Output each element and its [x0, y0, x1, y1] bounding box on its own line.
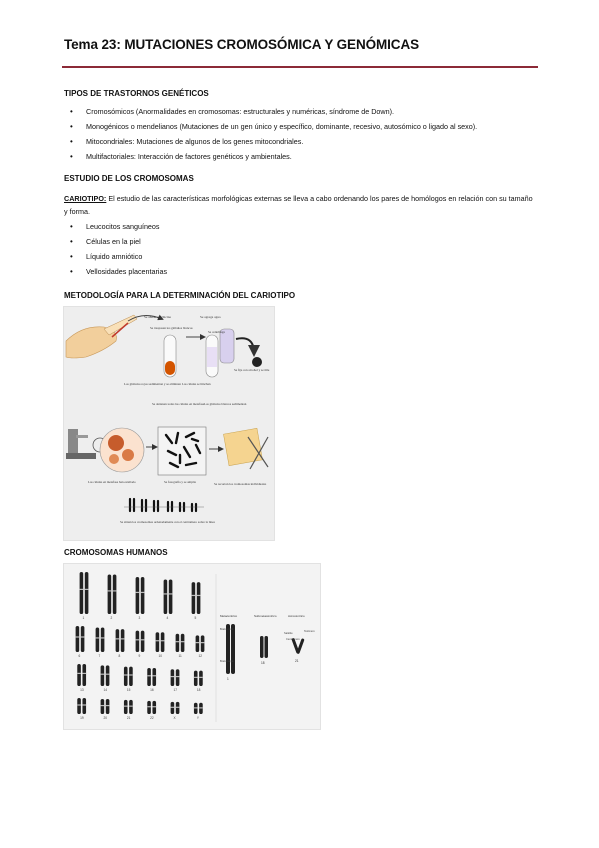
chromosome-label: X: [173, 716, 176, 720]
chromosome: [113, 575, 117, 614]
label-submetacentrico: Submetacéntrico: [254, 614, 277, 618]
human-chromosomes-figure: [63, 563, 321, 730]
chromosome-label: 19: [80, 716, 84, 720]
label-acrocentrico: Acrocéntrico: [288, 614, 305, 618]
chromosome-band: [101, 674, 105, 675]
chromosome: [152, 701, 156, 714]
chromosome-band: [171, 707, 175, 708]
chromosome-label: 13: [80, 688, 84, 692]
chromosome: [116, 629, 120, 652]
humanos-heading: CROMOSOMAS HUMANOS: [64, 548, 168, 557]
label-side-1: 1: [227, 677, 229, 681]
chromosome: [192, 582, 196, 614]
chromosome-label: 6: [78, 654, 81, 658]
chromosome: [106, 699, 110, 714]
chromosome-label: Y: [196, 716, 199, 720]
label-brazo-corto: Brazo corto: [220, 628, 234, 631]
chromosome: [77, 664, 81, 686]
chromosome-band: [197, 595, 201, 596]
tipos-heading: TIPOS DE TRASTORNOS GENÉTICOS: [64, 89, 209, 98]
chromosome: [101, 628, 105, 652]
tube-icon: [220, 329, 234, 363]
chromosome-band: [161, 640, 165, 641]
tube-icon: [164, 335, 176, 377]
chromosome-label: 2: [110, 616, 113, 620]
chromosome: [176, 702, 180, 714]
chromosome-band: [101, 705, 105, 706]
chromosome: [136, 577, 140, 614]
chromosome-band: [108, 590, 112, 591]
estudio-heading: ESTUDIO DE LOS CROMOSOMAS: [64, 174, 194, 183]
chromosome-band: [194, 677, 198, 678]
estudio-list: [64, 219, 167, 279]
page-title: Tema 23: MUTACIONES CROMOSÓMICA Y GENÓMICAS: [64, 37, 419, 52]
chromosome: [176, 669, 180, 686]
chromosome: [171, 669, 175, 686]
chromosome-band: [82, 673, 86, 674]
chromosome: [147, 701, 151, 714]
chromosome-band: [201, 642, 205, 643]
chromosome-spread-icon: [158, 427, 206, 475]
list-item: • Cromosómicos (Anormalidades en cromosomas: estructurales y numéricas, síndrome de Down).: [64, 104, 477, 119]
chromosome-band: [82, 704, 86, 705]
chromosome-band: [147, 706, 151, 707]
chromosome-band: [164, 593, 168, 594]
chromosome-band: [181, 641, 185, 642]
chromosome-band: [156, 640, 160, 641]
chromosome: [82, 698, 86, 714]
list-item: • Leucocitos sanguíneos: [64, 219, 167, 234]
chromosome-band: [194, 707, 198, 708]
label-side-18: 18: [261, 661, 265, 665]
label-recortan: Se recortan los cromosomas individuales: [214, 482, 267, 486]
chromosome-band: [136, 592, 140, 593]
chromosome: [164, 580, 168, 614]
chromosome-band: [80, 589, 84, 590]
chromosome-label: 15: [126, 688, 131, 692]
label-fotografia: Se fotografía y se amplía: [164, 480, 196, 484]
label-ordenan: Se sitúan los cromosomas ordenadamente con el centrómero sobre la línea: [120, 520, 215, 524]
chromosome-label: 11: [178, 654, 182, 658]
tube-icon: [206, 335, 218, 377]
chromosome-label: 20: [103, 716, 108, 720]
chromosome-band: [192, 595, 196, 596]
chromosome-band: [176, 676, 180, 677]
title-rule: [62, 66, 538, 68]
chromosome-band: [176, 707, 180, 708]
label-transpasan: Se traspasan los glóbulos blancos: [150, 326, 193, 330]
chromosome-band: [113, 590, 117, 591]
cariotipo-text: El estudio de las características morfológicas externas se lleva a cabo ordenando los pares de homólogos en relación con su tamaño y forma.: [64, 194, 533, 216]
chromosome-band: [171, 676, 175, 677]
chromosome: [136, 631, 140, 652]
label-agua: Se agrega agua: [200, 315, 221, 319]
chromosome: [76, 626, 80, 652]
chromosome-band: [129, 706, 133, 707]
chromosome: [152, 668, 156, 686]
chromosome: [201, 635, 205, 652]
chromosome-band: [147, 675, 151, 676]
chromosome-band: [116, 638, 120, 639]
chromosome: [124, 700, 128, 714]
chromosome: [141, 577, 145, 614]
chromosome-band: [96, 637, 100, 638]
chromosome-label: 5: [194, 616, 197, 620]
label-centromero: Centrómero: [286, 638, 300, 641]
label-fija: Se fija con alcohol y se tiñe: [234, 368, 270, 372]
chromosome-band: [124, 706, 128, 707]
chromosome: [171, 702, 175, 714]
list-item: • Mitocondriales: Mutaciones de algunos de los genes mitocondriales.: [64, 134, 477, 149]
chromosome: [176, 634, 180, 652]
chromosome-band: [106, 705, 110, 706]
chromosome-label: 7: [98, 654, 101, 658]
chromosome: [80, 572, 84, 614]
chromosome: [124, 667, 128, 686]
label-blancos: Los glóbulos blancos sedimentan: [204, 402, 247, 406]
chromosome-band: [81, 636, 85, 637]
chromosome: [147, 668, 151, 686]
chromosome-band: [101, 637, 105, 638]
label-centrifuga: Se centrifuga: [208, 330, 225, 334]
chromosome: [197, 582, 201, 614]
chromosome: [181, 634, 185, 652]
chromosome-label: 9: [138, 654, 141, 658]
chromosome: [106, 665, 110, 686]
chromosome: [199, 671, 203, 686]
list-item: • Multifactoriales: Interacción de factores genéticos y ambientales.: [64, 149, 477, 164]
chromosome: [101, 665, 105, 686]
cells-dish-icon: [100, 428, 144, 472]
label-side-21: 21: [295, 659, 299, 663]
chromosome-band: [129, 674, 133, 675]
chromosome-band: [106, 674, 110, 675]
chromosome-band: [124, 674, 128, 675]
chromosome-band: [141, 639, 145, 640]
chromosome: [161, 632, 165, 652]
chromosome-band: [76, 636, 80, 637]
chromosome-band: [199, 677, 203, 678]
cariotipo-paragraph: [64, 192, 538, 218]
chromosome: [169, 580, 173, 614]
chromosome-band: [77, 673, 81, 674]
chromosome: [196, 635, 200, 652]
tipos-list: [64, 104, 477, 164]
chromosome-label: 1: [82, 616, 85, 620]
chromosome-band: [152, 706, 156, 707]
metodologia-heading: METODOLOGÍA PARA LA DETERMINACIÓN DEL CARIOTIPO: [64, 291, 296, 300]
chromosome-band: [136, 639, 140, 640]
list-item: • Líquido amniótico: [64, 249, 167, 264]
chromosome-label: 14: [103, 688, 108, 692]
chromosome-label: 4: [166, 616, 169, 620]
label-estallado: Las células en metafase han estallado: [88, 480, 136, 484]
dish-icon: [252, 357, 262, 367]
chromosome-label: 12: [198, 654, 203, 658]
list-item: • Monogénicos o mendelianos (Mutaciones de un gen único y específico, dominante, recesivo, autosómico o ligado al sexo).: [64, 119, 477, 134]
chromosome-band: [85, 589, 89, 590]
chromosome: [85, 572, 89, 614]
chromosome-band: [141, 592, 145, 593]
chromosome-band: [199, 707, 203, 708]
chromosome: [82, 664, 86, 686]
list-item: • Células en la piel: [64, 234, 167, 249]
chromosome: [77, 698, 81, 714]
label-telomero: Telómero: [304, 630, 315, 633]
label-satelite: Satélite: [284, 632, 293, 635]
chromosome-band: [196, 642, 200, 643]
chromosome-label: 17: [173, 688, 178, 692]
chromosome: [96, 628, 100, 652]
label-colchicina: Se añade colchicina: [144, 315, 171, 319]
label-detienen: Se detienen todas las células en metafase: [152, 402, 205, 406]
chromosome: [108, 575, 112, 614]
chromosome: [81, 626, 85, 652]
cariotipo-label: CARIOTIPO:: [64, 194, 107, 203]
method-diagram: [64, 307, 274, 540]
list-item: • Vellosidades placentarias: [64, 264, 167, 279]
label-metacentrico: Metacéntrico: [220, 614, 238, 618]
chromosome-label: 21: [126, 716, 131, 720]
chromosome-label: 22: [150, 716, 154, 720]
karyotype-method-figure: [63, 306, 275, 541]
chromosome-band: [152, 675, 156, 676]
label-hinchan: Las células se hinchan: [182, 382, 211, 386]
chromosome-band: [169, 593, 173, 594]
chromosome-band: [176, 641, 180, 642]
chromosome: [141, 631, 145, 652]
chromosome: [121, 629, 125, 652]
chromosome-label: 18: [196, 688, 201, 692]
chromosome: [129, 700, 133, 714]
label-rojos: Los glóbulos rojos sedimentan y se eliminan: [124, 382, 181, 386]
karyotype-diagram: [64, 564, 320, 729]
chromosome-label: 3: [138, 616, 141, 620]
chromosome-label: 8: [118, 654, 121, 658]
chromosome: [129, 667, 133, 686]
chromosome-label: 16: [150, 688, 154, 692]
chromosome-label: 10: [158, 654, 163, 658]
chromosome-band: [121, 638, 125, 639]
chromosome: [101, 699, 105, 714]
label-brazo-largo: Brazo largo: [220, 660, 234, 663]
chromosome-band: [77, 704, 81, 705]
chromosome: [194, 671, 198, 686]
chromosome: [156, 632, 160, 652]
